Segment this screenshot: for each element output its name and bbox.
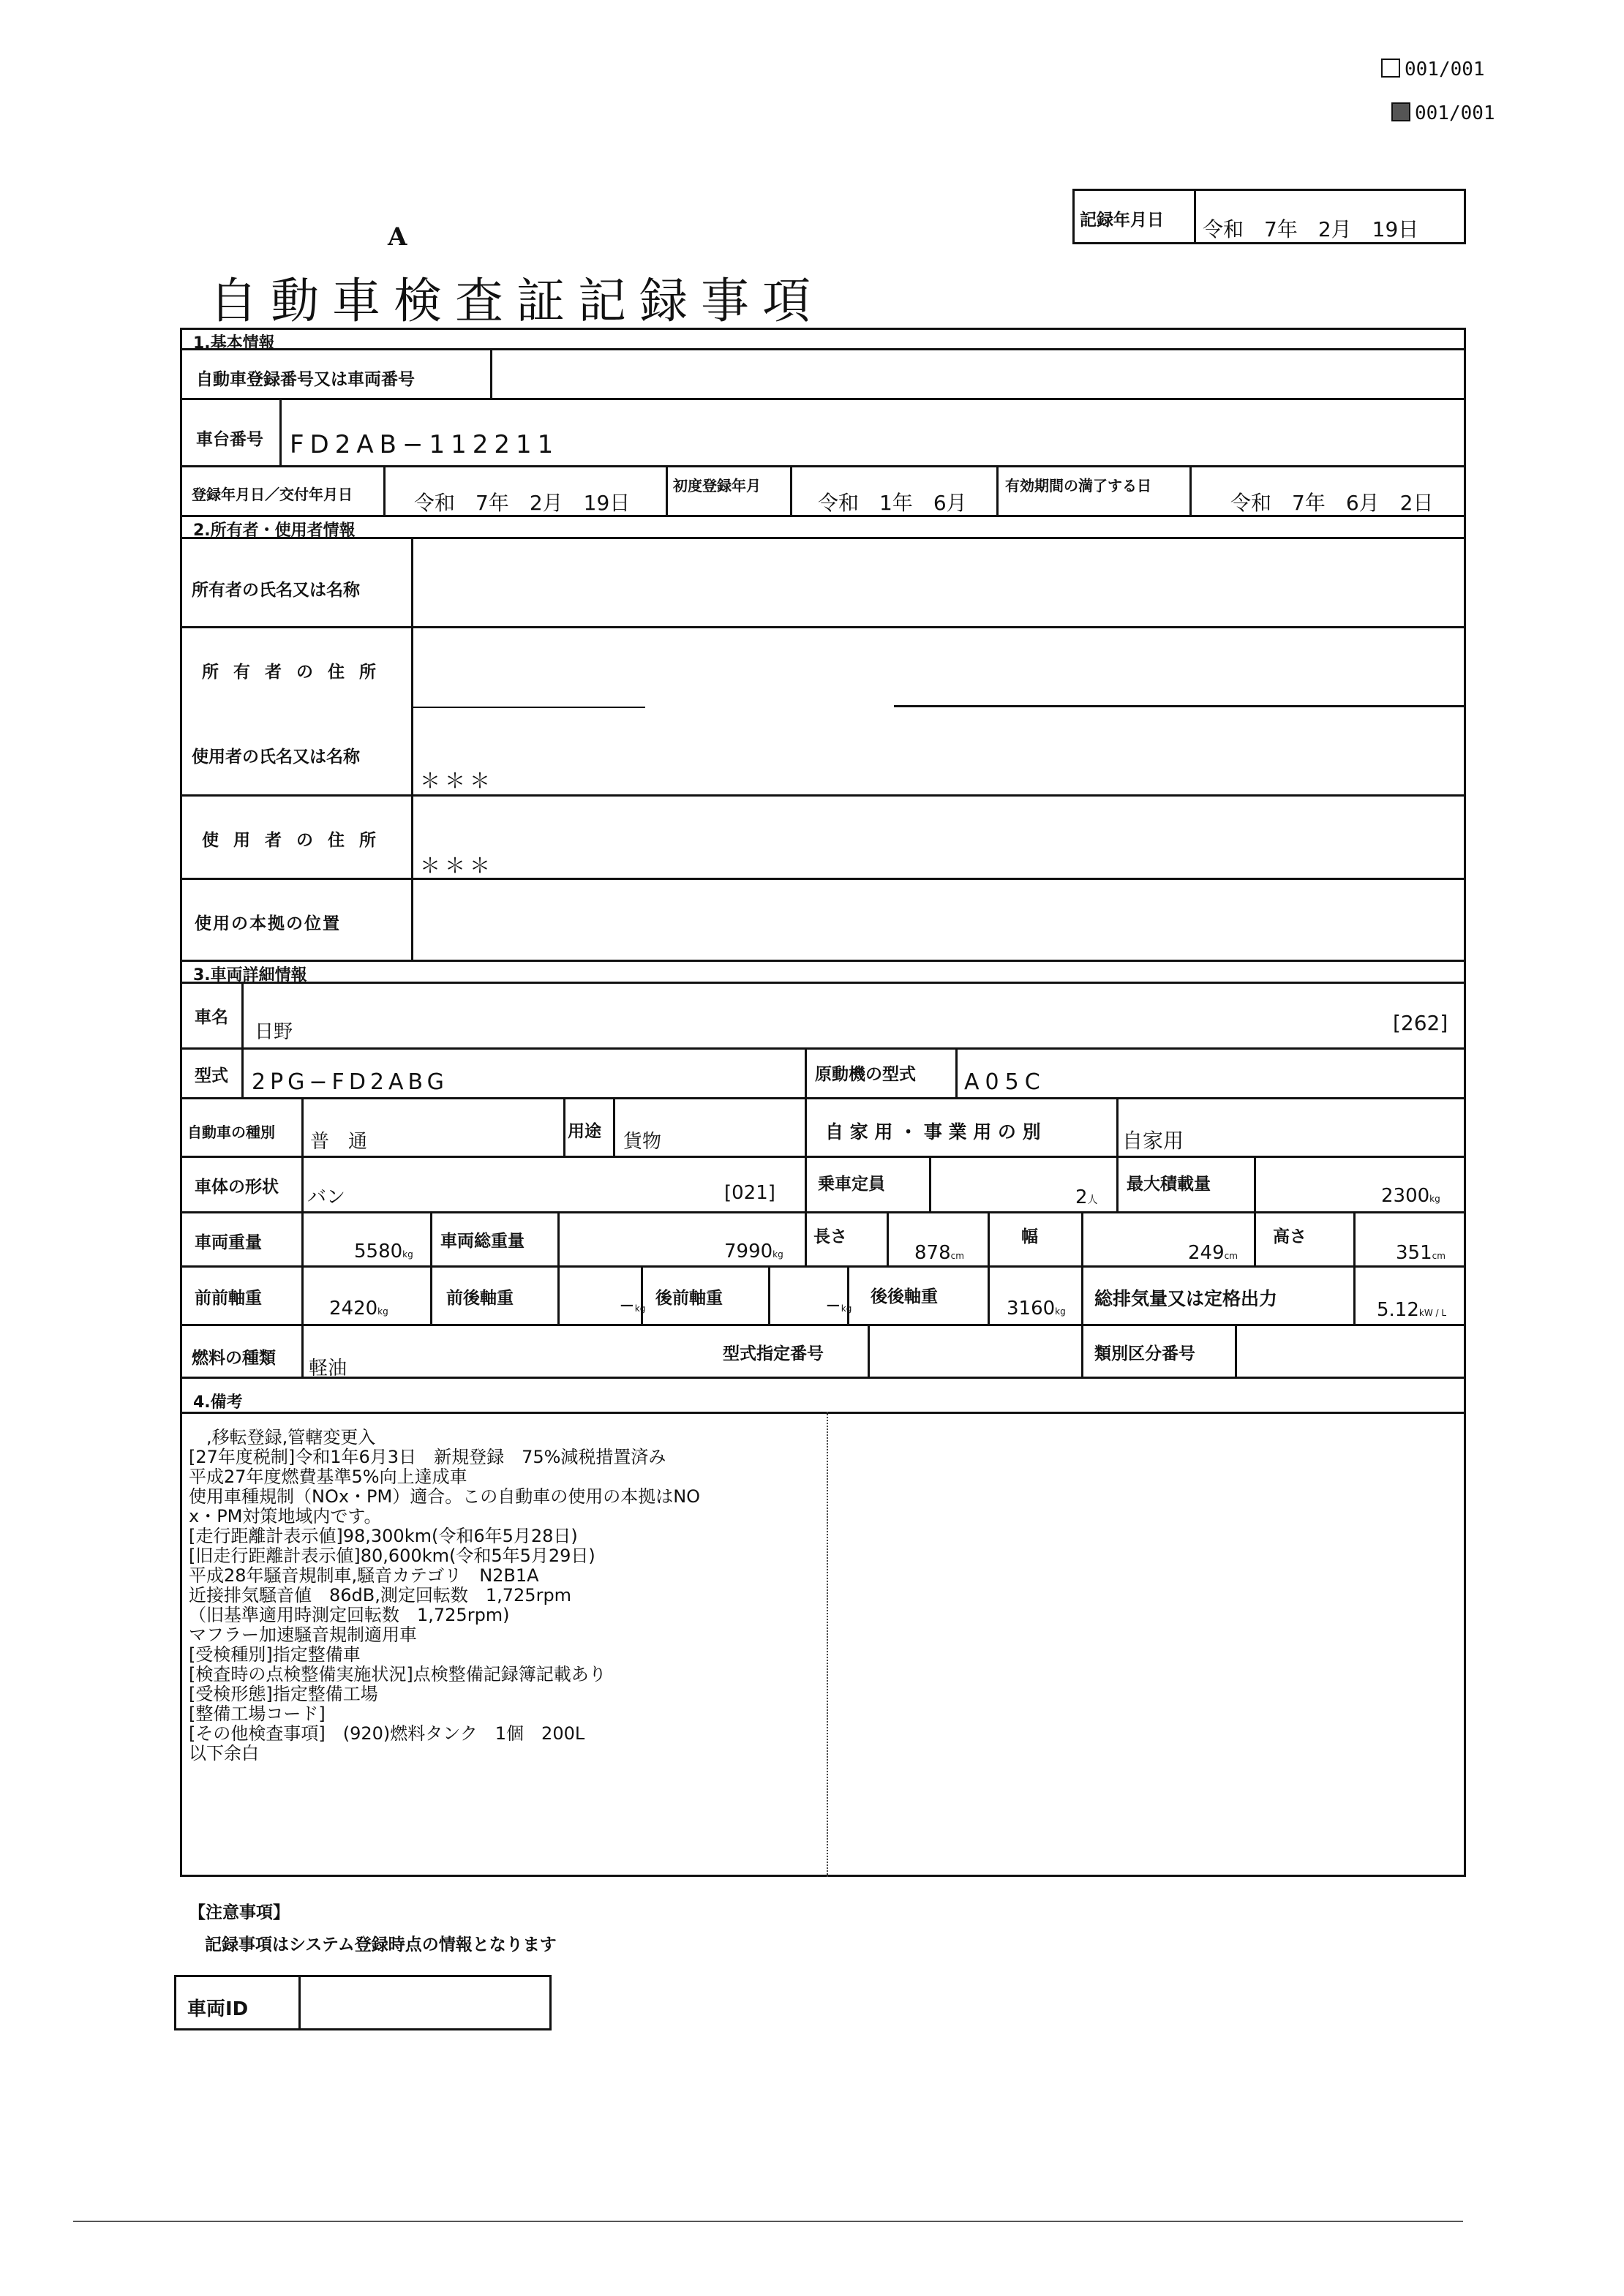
user-name-label: 使用者の氏名又は名称 [192, 748, 360, 767]
fax-icon [1381, 59, 1400, 78]
gross-weight-value: 7990kg [724, 1241, 783, 1262]
note-line: [旧走行距離計表示値]80,600km(令和5年5月29日) [189, 1546, 595, 1566]
document-title: 自動車検査証記録事項 [209, 273, 824, 329]
first-registration-value: 令和 1年 6月 [818, 491, 967, 515]
chassis-label: 車台番号 [196, 430, 263, 449]
height-label: 高さ [1273, 1227, 1307, 1246]
front-rear-axle-value: −kg [619, 1295, 646, 1317]
seating-capacity-label: 乗車定員 [818, 1175, 885, 1194]
usage-value: 貨物 [623, 1131, 662, 1153]
record-date-label: 記録年月日 [1080, 211, 1164, 230]
engine-model-label: 原動機の型式 [815, 1065, 916, 1084]
note-line: 使用車種規制（NOx・PM）適合。この自動車の使用の本拠はNO [189, 1486, 701, 1507]
expiry-label: 有効期間の満了する日 [1005, 477, 1151, 494]
base-location-label: 使用の本拠の位置 [195, 914, 341, 933]
rear-front-axle-label: 後前軸重 [655, 1289, 723, 1308]
redaction-line [894, 705, 1466, 707]
displacement-label: 総排気量又は定格出力 [1094, 1288, 1278, 1309]
designation-number-label: 型式指定番号 [723, 1344, 824, 1363]
body-shape-code: [021] [724, 1182, 775, 1204]
first-registration-label: 初度登録年月 [673, 477, 761, 494]
note-line: 平成27年度燃費基準5%向上達成車 [189, 1467, 467, 1487]
notes-list [189, 1428, 700, 1764]
note-line: [その他検査事項] (920)燃料タンク 1個 200L [189, 1723, 585, 1744]
seating-capacity-value: 2人 [1075, 1186, 1098, 1208]
note-line: 平成28年騒音規制車,騒音カテゴリ N2B1A [189, 1565, 539, 1586]
model-value: 2PG−FD2ABG [252, 1069, 448, 1095]
length-value: 878cm [914, 1242, 964, 1264]
length-label: 長さ [813, 1227, 847, 1246]
record-date-value: 令和 7年 2月 19日 [1203, 217, 1419, 241]
note-line: 近接排気騒音値 86dB,測定回転数 1,725rpm [189, 1585, 572, 1606]
issue-date-label: 登録年月日／交付年月日 [192, 486, 353, 503]
note-line: [受検種別]指定整備車 [189, 1644, 361, 1665]
fax-page-number-2: 001/001 [1391, 102, 1495, 124]
section1-heading: 1.基本情報 [193, 334, 275, 353]
fax-page-number-1: 001/001 [1381, 59, 1485, 80]
note-line: [27年度税制]令和1年6月3日 新規登録 75%減税措置済み [189, 1447, 666, 1467]
car-name-code: [262] [1393, 1011, 1448, 1035]
gross-weight-label: 車両総重量 [440, 1232, 525, 1251]
user-name-value: ＊＊＊ [420, 769, 495, 793]
model-label: 型式 [195, 1066, 228, 1085]
caution-text: 記録事項はシステム登録時点の情報となります [205, 1935, 557, 1954]
height-value: 351cm [1396, 1242, 1446, 1264]
chassis-value: FD2AB−112211 [290, 430, 560, 459]
section3-heading: 3.車両詳細情報 [193, 966, 307, 985]
rear-front-axle-value: −kg [825, 1295, 852, 1317]
reg-number-label: 自動車登録番号又は車両番号 [196, 370, 415, 389]
rear-rear-axle-value: 3160kg [1007, 1298, 1066, 1320]
vehicle-type-value: 普 通 [310, 1131, 368, 1153]
caution-heading: 【注意事項】 [189, 1903, 290, 1922]
user-address-value: ＊＊＊ [420, 854, 495, 878]
vehicle-type-label: 自動車の種別 [187, 1123, 275, 1141]
notes-divider [827, 1412, 828, 1877]
redaction-line [411, 707, 645, 708]
width-label: 幅 [1021, 1227, 1038, 1246]
private-business-label: 自 家 用 ・ 事 業 用 の 別 [825, 1121, 1041, 1143]
section4-heading: 4.備考 [193, 1393, 243, 1412]
engine-model-value: A05C [964, 1069, 1046, 1095]
front-front-axle-label: 前前軸重 [195, 1289, 262, 1308]
body-shape-value: バン [307, 1186, 346, 1208]
displacement-value: 5.12kW / L [1377, 1299, 1447, 1321]
fuel-type-label: 燃料の種類 [192, 1349, 276, 1368]
front-front-axle-value: 2420kg [329, 1298, 388, 1320]
note-line: 以下余白 [189, 1743, 259, 1764]
vehicle-id-label: 車両ID [187, 1998, 249, 2020]
section2-heading: 2.所有者・使用者情報 [193, 522, 356, 540]
note-line: マフラー加速騒音規制適用車 [189, 1625, 417, 1645]
fuel-type-value: 軽油 [309, 1358, 347, 1380]
vehicle-weight-value: 5580kg [354, 1241, 413, 1262]
vehicle-weight-label: 車両重量 [195, 1233, 262, 1252]
private-business-value: 自家用 [1122, 1129, 1184, 1153]
fax-icon [1391, 102, 1410, 121]
user-address-label: 使 用 者 の 住 所 [202, 831, 381, 850]
owner-name-label: 所有者の氏名又は名称 [192, 581, 360, 600]
category-number-label: 類別区分番号 [1094, 1344, 1195, 1363]
note-line: [受検形態]指定整備工場 [189, 1684, 378, 1704]
issue-date-value: 令和 7年 2月 19日 [414, 491, 631, 515]
note-line: ,移転登録,管轄変更入 [189, 1427, 376, 1448]
note-line: [整備工場コード] [189, 1704, 326, 1724]
width-value: 249cm [1188, 1242, 1238, 1264]
scan-edge-line [73, 2221, 1463, 2222]
car-name-value: 日野 [255, 1021, 293, 1043]
body-shape-label: 車体の形状 [195, 1178, 279, 1197]
max-load-value: 2300kg [1381, 1185, 1440, 1207]
rear-rear-axle-label: 後後軸重 [871, 1287, 938, 1306]
front-rear-axle-label: 前後軸重 [446, 1289, 514, 1308]
note-line: [走行距離計表示値]98,300km(令和6年5月28日) [189, 1526, 578, 1546]
form-mark: A [388, 222, 407, 252]
expiry-value: 令和 7年 6月 2日 [1230, 491, 1434, 515]
owner-address-label: 所 有 者 の 住 所 [202, 663, 381, 682]
usage-label: 用途 [568, 1122, 601, 1141]
note-line: [検査時の点検整備実施状況]点検整備記録簿記載あり [189, 1664, 606, 1685]
note-line: x・PM対策地域内です。 [189, 1506, 382, 1527]
note-line: （旧基準適用時測定回転数 1,725rpm) [189, 1605, 510, 1625]
car-name-label: 車名 [195, 1008, 228, 1027]
max-load-label: 最大積載量 [1127, 1175, 1211, 1194]
